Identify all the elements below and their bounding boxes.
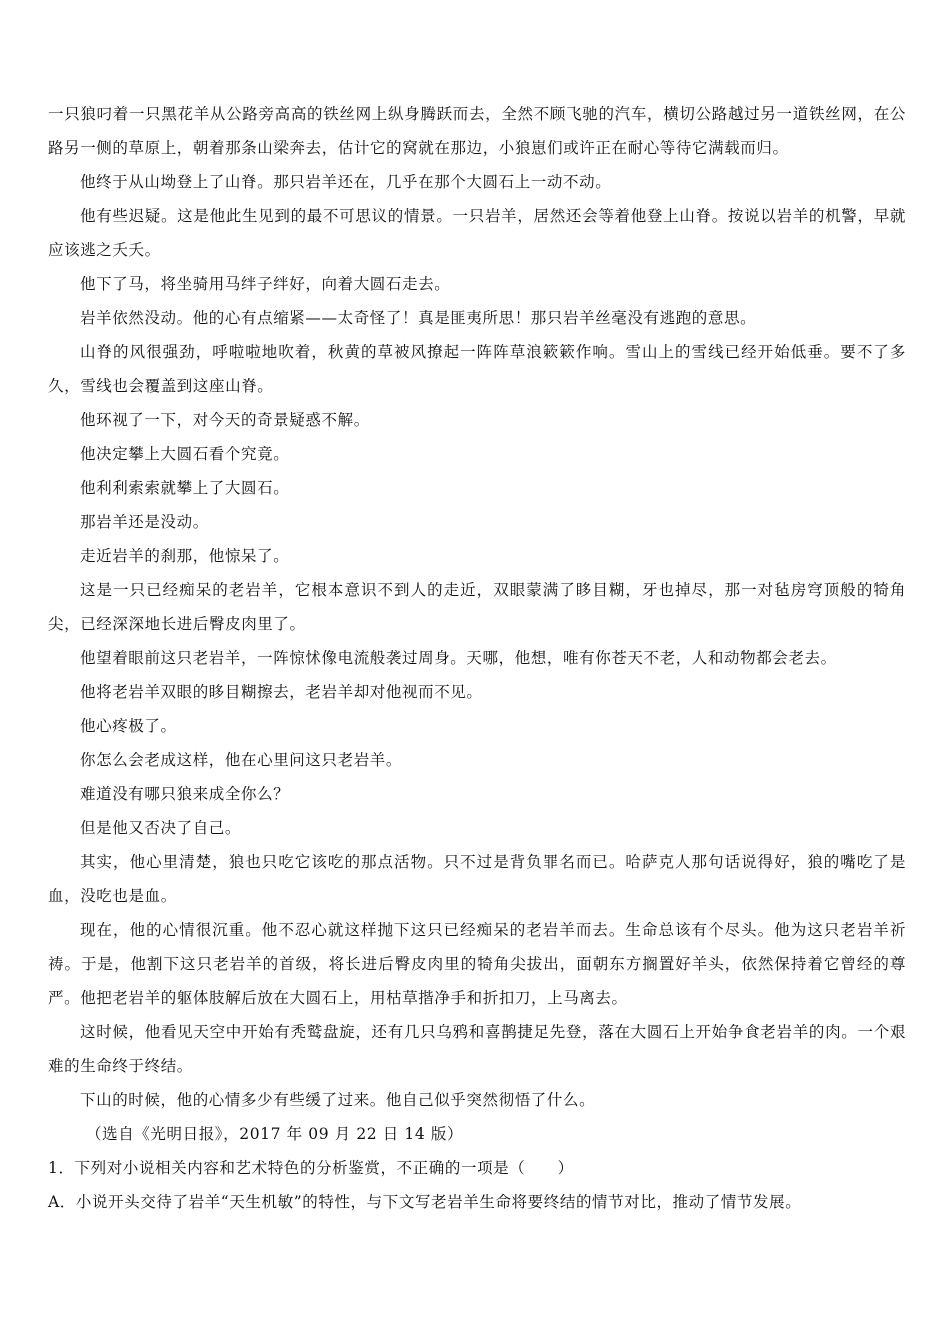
paragraph-11: 走近岩羊的刹那，他惊呆了。 [80, 547, 290, 565]
paragraph-15: 他心疼极了。 [80, 717, 177, 735]
paragraph-22: 下山的时候，他的心情多少有些缓了过来。他自己似乎突然彻悟了什么。 [80, 1091, 596, 1109]
paragraph-18: 但是他又否决了自己。 [80, 819, 242, 837]
paragraph-16: 你怎么会老成这样，他在心里问这只老岩羊。 [80, 751, 403, 769]
paragraph-13: 他望着眼前这只老岩羊，一阵惊怵像电流般袭过周身。天哪，他想，唯有你苍天不老，人和动物都会老去。 [80, 649, 837, 667]
option-a: A．小说开头交待了岩羊“天生机敏”的特性，与下文写老岩羊生命将要终结的情节对比，推动了情节发展。 [48, 1193, 802, 1211]
paragraph-12: 这是一只已经痴呆的老岩羊，它根本意识不到人的走近，双眼蒙满了眵目糊，牙也掉尽，那一对毡房穹顶般的犄角尖，已经深深地长进后臀皮肉里了。 [48, 581, 906, 633]
paragraph-21: 这时候，他看见天空中开始有秃鹫盘旋，还有几只乌鸦和喜鹊捷足先登，落在大圆石上开始争食老岩羊的肉。一个艰难的生命终于终结。 [48, 1023, 906, 1075]
paragraph-10: 那岩羊还是没动。 [80, 513, 209, 531]
paragraph-5: 岩羊依然没动。他的心有点缩紧——太奇怪了！真是匪夷所思！那只岩羊丝毫没有逃跑的意思。 [80, 309, 757, 327]
paragraph-17: 难道没有哪只狼来成全你么？ [80, 785, 290, 803]
document-page [48, 97, 906, 1219]
source-citation: （选自《光明日报》，2017 年 09 月 22 日 14 版） [86, 1125, 464, 1143]
question-1: 1．下列对小说相关内容和艺术特色的分析鉴赏，不正确的一项是（ ） [48, 1159, 574, 1177]
paragraph-9: 他利利索索就攀上了大圆石。 [80, 479, 290, 497]
paragraph-20: 现在，他的心情很沉重。他不忍心就这样抛下这只已经痴呆的老岩羊而去。生命总该有个尽头。他为这只老岩羊祈祷。于是，他割下这只老岩羊的首级，将长进后臀皮肉里的犄角尖拔出，面朝东方搁置好羊头，依然保持着它曾经的尊严。他把老岩羊的躯体肢解后放在大圆石上，用枯草揩净手和折扣刀，上马离去。 [48, 921, 906, 1007]
paragraph-14: 他将老岩羊双眼的眵目糊擦去，老岩羊却对他视而不见。 [80, 683, 483, 701]
paragraph-8: 他决定攀上大圆石看个究竟。 [80, 445, 290, 463]
paragraph-1: 一只狼叼着一只黑花羊从公路旁高高的铁丝网上纵身腾跃而去，全然不顾飞驰的汽车，横切公路越过另一道铁丝网，在公路另一侧的草原上，朝着那条山梁奔去，估计它的窝就在那边，小狼崽们或许正在耐心等待它满载而归。 [48, 105, 906, 157]
paragraph-2: 他终于从山坳登上了山脊。那只岩羊还在，几乎在那个大圆石上一动不动。 [80, 173, 612, 191]
paragraph-3: 他有些迟疑。这是他此生见到的最不可思议的情景。一只岩羊，居然还会等着他登上山脊。按说以岩羊的机警，早就应该逃之夭夭。 [48, 207, 906, 259]
paragraph-4: 他下了马，将坐骑用马绊子绊好，向着大圆石走去。 [80, 275, 451, 293]
paragraph-7: 他环视了一下，对今天的奇景疑惑不解。 [80, 411, 370, 429]
paragraph-6: 山脊的风很强劲，呼啦啦地吹着，秋黄的草被风撩起一阵阵草浪簌簌作响。雪山上的雪线已经开始低垂。要不了多久，雪线也会覆盖到这座山脊。 [48, 343, 906, 395]
paragraph-19: 其实，他心里清楚，狼也只吃它该吃的那点活物。只不过是背负罪名而已。哈萨克人那句话说得好，狼的嘴吃了是血，没吃也是血。 [48, 853, 906, 905]
